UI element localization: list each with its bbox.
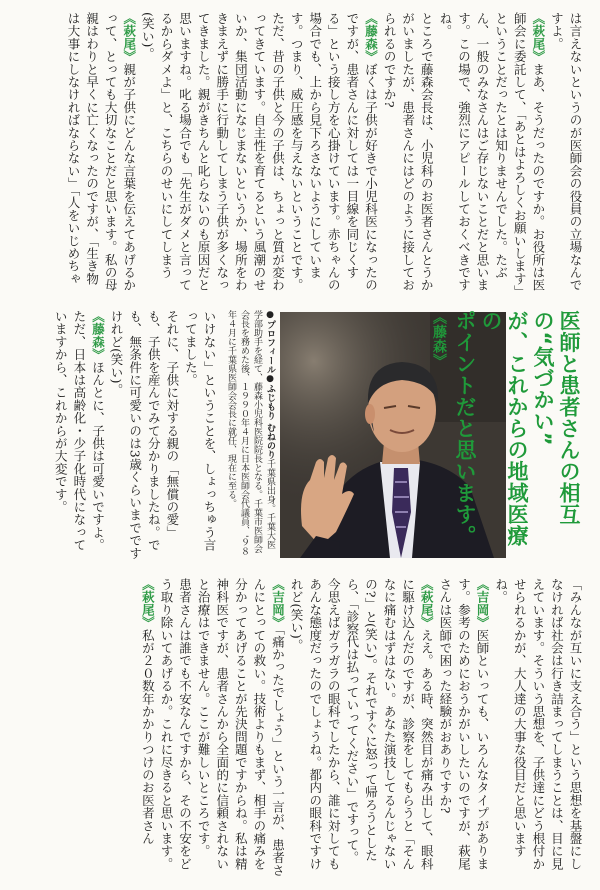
headline-line: ポイントだと思います。 <box>453 310 477 547</box>
paragraph <box>51 310 107 560</box>
profile-caption <box>222 310 276 558</box>
paragraph <box>106 310 180 560</box>
upper-article-block <box>18 12 584 296</box>
paragraph-text: それに、子供に対する親の「無償の愛」も、子供を産んでみて分かりましたね。でも、無条件に可愛いのは3歳くらいまでですけれど(笑い)。 <box>109 310 180 560</box>
paragraph <box>435 578 491 878</box>
paragraph-text: 親が子供にどんな言葉を伝えてあげるかって、とっても大切なことだと思います。私の母親はわりと早くに亡くなったのですが、「生き物は大事にしなければならない」「人をいじめちゃ <box>65 12 137 292</box>
caption-text: 千葉県出身。千葉大医学部助手を経て、藤森小児科医院院長となる。千葉市医師会会長を務めた後、１９９０年４月に日本医師会代議員、'９８年４月に千葉県医師会会長に就任、現在に至る。 <box>226 310 275 556</box>
paragraph-text: ええ。ある時、突然目が痛み出して、眼科に駆け込んだのですが、診察をしてもらうと「そんなに痛むはずはない。あなた演技してるんじゃないの?」と(笑い)。それですぐに怒って帰ろうとしたら、「診察代は払っていってください」ですって。 <box>344 578 435 871</box>
paragraph-text: 今思えばガラガラの眼科でしたから、誰に対してもあんな態度だったのでしょうね。都内の眼科ですけれど(笑い)。 <box>289 578 342 871</box>
speaker-label: 《萩尾》 <box>419 578 435 629</box>
speaker-label: 《萩尾》 <box>530 12 546 63</box>
paragraph <box>435 12 547 296</box>
paragraph <box>138 12 287 296</box>
headline-line: が、これからの地域医療の <box>479 310 529 547</box>
paragraph-text: 医師といっても、いろんなタイプがあります。参考のためにおうかがいしたいのですが、萩尾さんは医師で困った経験がおありですか? <box>437 578 491 871</box>
speaker-label: 《藤森》 <box>90 310 106 361</box>
paragraph <box>138 578 157 878</box>
paragraph <box>287 578 343 878</box>
paragraph <box>63 12 137 296</box>
paragraph <box>156 578 193 878</box>
paragraph-text: 患者さんは誰でも不安なんですから、その不安をどう取り除いてあげるか。これに尽きると思います。 <box>158 578 193 871</box>
middle-article-block <box>12 310 218 560</box>
paragraph-text: まあ、そうだったのですか。お役所は医師会に委託して、「あとはよろしくお願いします」ということだったとは知りませんでした。たぶん、一般のみなさんはご存じないことだと思います。この場で、強烈にアピールしておくべきですね。 <box>437 12 546 292</box>
speaker-label: 《吉岡》 <box>475 578 491 629</box>
paragraph-text: ぼくは子供が好きで小児科医になったのですが、患者さんに対しては一目線を同じくする」という接し方を心掛けています。赤ちゃんの場合でも、上から見下ろさないようにしています。つまり、威圧感を与えないということです。 <box>289 12 379 292</box>
paragraph-text: 「みんなが互いに支え合う」という思想を基盤にしなければ社会は行き詰まってしまうことは、目に見えています。そういう思想を、子供達にどう根付かせられるかが、大人達の大事な役目だと思いますね。 <box>493 578 583 871</box>
paragraph-text: 「痛かったでしょう」という一言が、患者さんにとっての救い。技術よりもまず、相手の痛みを分かってあげることが先決問題ですからね。私は精神科医ですが、患者さんから全面的に信頼されないと治療はできません。ここが難しいところです。 <box>196 578 286 877</box>
paragraph <box>547 12 584 296</box>
paragraph <box>342 578 435 878</box>
lower-article-block <box>18 578 584 878</box>
paragraph <box>181 310 218 560</box>
headline-line: 医師と患者さんの相互の“気づかい” <box>531 310 581 525</box>
speaker-label: 《萩尾》 <box>121 12 137 63</box>
paragraph-text: ただ、昔の子供と今の子供は、ちょっと質が変わってきています。自主性を育てるという風潮のせいか、集団活動になじまないというか、場所をわきまえずに勝手に行動してしまう子供が多くなってきました。親がきちんと叱らないのも原因だと思いますね。叱る場合でも「先生がダメと言ってるからダメよ」と、こちらのせいにしてしまう(笑い)。 <box>140 12 286 292</box>
paragraph-text: いけない」ということを、しょっちゅう言ってました。 <box>183 310 217 552</box>
headline-signature: 《藤森》 <box>431 310 447 368</box>
speaker-label: 《萩尾》 <box>140 578 156 629</box>
paragraph <box>379 12 435 296</box>
paragraph <box>287 12 380 296</box>
paragraph-text: 私が２０数年かかりつけのお医者さん <box>140 628 156 845</box>
headline-quote <box>431 310 582 562</box>
speaker-label: 《吉岡》 <box>270 578 286 629</box>
paragraph <box>491 578 584 878</box>
paragraph-text: ところで藤森会長は、小児科のお医者さんとうかがいましたが、患者さんにはどのように接しておられるのですか? <box>382 12 435 292</box>
paragraph <box>194 578 287 878</box>
paragraph-text: ほんとに、子供は可愛いですよ。ただ、日本は高齢化・少子化時代になっていますから、これからが大変です。 <box>53 310 106 552</box>
paragraph-text: は言えないというのが医師会の役員の立場なんですよ。 <box>549 12 583 292</box>
caption-title: ●プロフィール●ふじもり むねのり <box>265 310 275 460</box>
speaker-label: 《藤森》 <box>363 12 379 63</box>
